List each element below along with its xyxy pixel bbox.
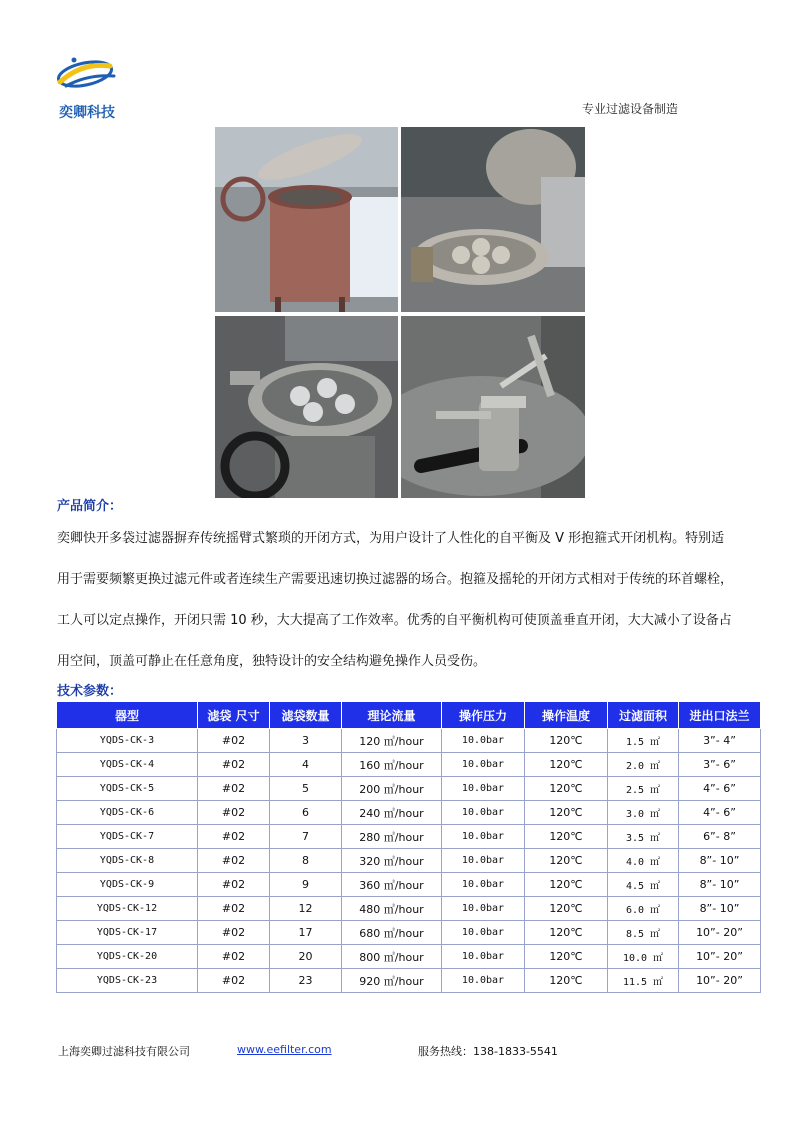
cell-pressure: 10.0bar	[442, 969, 525, 993]
footer-website-link[interactable]: www.eefilter.com	[237, 1043, 332, 1056]
cell-flange: 8”- 10”	[679, 873, 761, 897]
col-header-flange: 进出口法兰	[679, 702, 761, 729]
header-tagline: 专业过滤设备制造	[582, 102, 679, 116]
cell-area: 10.0 ㎡	[608, 945, 679, 969]
product-photo-4	[401, 316, 585, 498]
footer-hotline: 服务热线：138-1833-5541	[418, 1045, 558, 1058]
cell-area: 4.0 ㎡	[608, 849, 679, 873]
cell-bag-count: 17	[270, 921, 342, 945]
cell-model: YQDS-CK-17	[57, 921, 198, 945]
cell-model: YQDS-CK-7	[57, 825, 198, 849]
logo-swoosh-icon	[52, 52, 122, 102]
product-intro-title: 产品简介：	[57, 499, 123, 514]
cell-bag-size: #02	[198, 969, 270, 993]
col-header-area: 过滤面积	[608, 702, 679, 729]
table-row	[57, 921, 761, 945]
tech-specs-title: 技术参数：	[57, 684, 123, 699]
table-row	[57, 849, 761, 873]
cell-bag-size: #02	[198, 825, 270, 849]
cell-bag-size: #02	[198, 897, 270, 921]
cell-bag-size: #02	[198, 945, 270, 969]
cell-pressure: 10.0bar	[442, 825, 525, 849]
product-intro-text	[57, 518, 779, 682]
cell-bag-count: 6	[270, 801, 342, 825]
cell-flow: 800 ㎥/hour	[342, 945, 442, 969]
cell-model: YQDS-CK-8	[57, 849, 198, 873]
cell-bag-size: #02	[198, 729, 270, 753]
cell-temperature: 120℃	[525, 849, 608, 873]
cell-area: 3.5 ㎡	[608, 825, 679, 849]
cell-temperature: 120℃	[525, 969, 608, 993]
cell-pressure: 10.0bar	[442, 753, 525, 777]
cell-bag-count: 23	[270, 969, 342, 993]
cell-temperature: 120℃	[525, 897, 608, 921]
cell-flow: 280 ㎥/hour	[342, 825, 442, 849]
cell-model: YQDS-CK-20	[57, 945, 198, 969]
cell-flow: 480 ㎥/hour	[342, 897, 442, 921]
cell-model: YQDS-CK-6	[57, 801, 198, 825]
product-photo-1	[215, 127, 398, 312]
product-photo-2	[401, 127, 585, 312]
logo-text: 奕卿科技	[59, 105, 115, 121]
cell-temperature: 120℃	[525, 777, 608, 801]
cell-flange: 10”- 20”	[679, 969, 761, 993]
table-row	[57, 801, 761, 825]
intro-line: 工人可以定点操作，开闭只需 10 秒，大大提高了工作效率。优秀的自平衡机构可使顶盖垂直开闭，大大减小了设备占	[57, 613, 732, 628]
cell-temperature: 120℃	[525, 873, 608, 897]
cell-temperature: 120℃	[525, 729, 608, 753]
company-logo	[52, 52, 122, 124]
cell-area: 6.0 ㎡	[608, 897, 679, 921]
table-row	[57, 873, 761, 897]
table-row	[57, 969, 761, 993]
table-row	[57, 753, 761, 777]
cell-flange: 10”- 20”	[679, 945, 761, 969]
cell-temperature: 120℃	[525, 801, 608, 825]
cell-area: 11.5 ㎡	[608, 969, 679, 993]
intro-line: 用空间，顶盖可静止在任意角度，独特设计的安全结构避免操作人员受伤。	[57, 654, 487, 669]
cell-model: YQDS-CK-4	[57, 753, 198, 777]
cell-area: 2.5 ㎡	[608, 777, 679, 801]
cell-flange: 3”- 6”	[679, 753, 761, 777]
cell-area: 1.5 ㎡	[608, 729, 679, 753]
cell-flow: 680 ㎥/hour	[342, 921, 442, 945]
cell-bag-count: 3	[270, 729, 342, 753]
cell-model: YQDS-CK-3	[57, 729, 198, 753]
cell-pressure: 10.0bar	[442, 921, 525, 945]
intro-line: 奕卿快开多袋过滤器摒弃传统摇臂式繁琐的开闭方式，为用户设计了人性化的自平衡及 V 形抱箍式开闭机构。特别适	[57, 531, 725, 546]
cell-bag-size: #02	[198, 801, 270, 825]
cell-model: YQDS-CK-9	[57, 873, 198, 897]
table-row	[57, 729, 761, 753]
cell-bag-count: 4	[270, 753, 342, 777]
cell-flow: 240 ㎥/hour	[342, 801, 442, 825]
cell-flange: 10”- 20”	[679, 921, 761, 945]
cell-flow: 120 ㎥/hour	[342, 729, 442, 753]
col-header-temperature: 操作温度	[525, 702, 608, 729]
cell-area: 2.0 ㎡	[608, 753, 679, 777]
col-header-flow: 理论流量	[342, 702, 442, 729]
cell-model: YQDS-CK-5	[57, 777, 198, 801]
table-row	[57, 897, 761, 921]
table-row	[57, 945, 761, 969]
table-row	[57, 825, 761, 849]
col-header-model: 器型	[57, 702, 198, 729]
cell-flange: 3”- 4”	[679, 729, 761, 753]
cell-flow: 200 ㎥/hour	[342, 777, 442, 801]
footer-company: 上海奕卿过滤科技有限公司	[58, 1045, 190, 1058]
product-photo-3	[215, 316, 398, 498]
col-header-pressure: 操作压力	[442, 702, 525, 729]
cell-bag-size: #02	[198, 921, 270, 945]
cell-flange: 4”- 6”	[679, 777, 761, 801]
cell-bag-size: #02	[198, 849, 270, 873]
cell-temperature: 120℃	[525, 753, 608, 777]
cell-pressure: 10.0bar	[442, 729, 525, 753]
cell-bag-count: 20	[270, 945, 342, 969]
cell-pressure: 10.0bar	[442, 873, 525, 897]
col-header-bag-count: 滤袋数量	[270, 702, 342, 729]
cell-pressure: 10.0bar	[442, 777, 525, 801]
cell-temperature: 120℃	[525, 945, 608, 969]
cell-flange: 8”- 10”	[679, 897, 761, 921]
cell-flange: 8”- 10”	[679, 849, 761, 873]
cell-bag-size: #02	[198, 873, 270, 897]
cell-flow: 360 ㎥/hour	[342, 873, 442, 897]
cell-bag-count: 5	[270, 777, 342, 801]
cell-bag-count: 8	[270, 849, 342, 873]
cell-flow: 920 ㎥/hour	[342, 969, 442, 993]
cell-bag-size: #02	[198, 777, 270, 801]
cell-flow: 160 ㎥/hour	[342, 753, 442, 777]
cell-bag-size: #02	[198, 753, 270, 777]
spec-header-row	[57, 702, 761, 729]
cell-pressure: 10.0bar	[442, 801, 525, 825]
cell-temperature: 120℃	[525, 921, 608, 945]
cell-area: 4.5 ㎡	[608, 873, 679, 897]
cell-model: YQDS-CK-23	[57, 969, 198, 993]
cell-pressure: 10.0bar	[442, 897, 525, 921]
cell-bag-count: 7	[270, 825, 342, 849]
intro-line: 用于需要频繁更换过滤元件或者连续生产需要迅速切换过滤器的场合。抱箍及摇轮的开闭方式相对于传统的环首螺栓，	[57, 572, 734, 587]
cell-flange: 6”- 8”	[679, 825, 761, 849]
col-header-bag-size: 滤袋 尺寸	[198, 702, 270, 729]
cell-area: 3.0 ㎡	[608, 801, 679, 825]
table-row	[57, 777, 761, 801]
cell-flange: 4”- 6”	[679, 801, 761, 825]
cell-model: YQDS-CK-12	[57, 897, 198, 921]
cell-temperature: 120℃	[525, 825, 608, 849]
cell-area: 8.5 ㎡	[608, 921, 679, 945]
cell-bag-count: 9	[270, 873, 342, 897]
cell-pressure: 10.0bar	[442, 849, 525, 873]
spec-table	[56, 701, 761, 993]
spec-table-body	[57, 729, 761, 993]
cell-pressure: 10.0bar	[442, 945, 525, 969]
cell-flow: 320 ㎥/hour	[342, 849, 442, 873]
cell-bag-count: 12	[270, 897, 342, 921]
